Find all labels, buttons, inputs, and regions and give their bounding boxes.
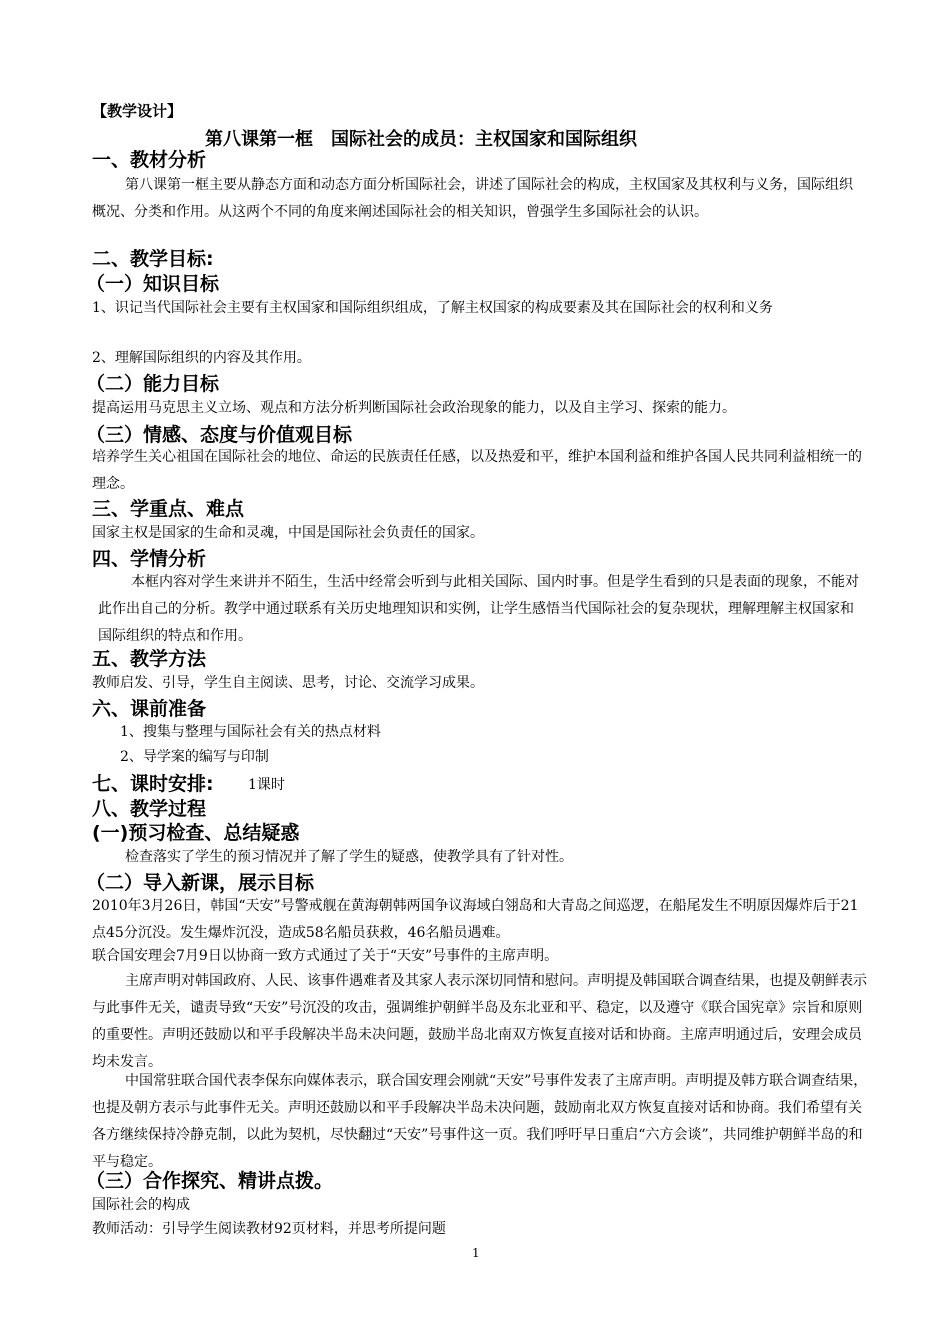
design-tag: 【教学设计】	[92, 102, 183, 120]
heading-preparation: 六、课前准备	[92, 698, 207, 720]
class-hours: 1课时	[248, 777, 285, 793]
intro-paragraph-4: 中国常驻联合国代表李保东向媒体表示，联合国安理会刚就“天安”号事件发表了主席声明。声明提及韩方联合调查结果，也提及朝方表示与此事件无关。声明还鼓励以和平手段解决半岛未决问题，鼓励南北双方恢复直接对话和协商。我们希望有关各方继续保持冷静克制，以此为契机，尽快翻过“天安”号事件这一页。我们呼吁早日重启“六方会谈”，共同维护朝鲜半岛的和平与稳定。	[92, 1073, 868, 1170]
key-points: 国家主权是国家的生命和灵魂，中国是国际社会负责任的国家。	[92, 525, 484, 541]
heading-teaching-method: 五、教学方法	[92, 648, 207, 670]
preparation-item-2: 2、导学案的编写与印制	[120, 749, 269, 765]
heading-analysis: 一、教材分析	[92, 149, 207, 171]
heading-cooperative-exploration: （三）合作探究、精讲点拨。	[86, 1170, 334, 1192]
intro-paragraph-3: 主席声明对韩国政府、人民、该事件遇难者及其家人表示深切同情和慰问。声明提及韩国联合调查结果，也提及朝鲜表示与此事件无关，谴责导致“天安”号沉没的攻击，强调维护朝鲜半岛及东北亚和平、稳定，以及遵守《联合国宪章》宗旨和原则的重要性。声明还鼓励以和平手段解决半岛未决问题，鼓励半岛北南双方恢复直接对话和协商。主席声明通过后，安理会成员均未发言。	[92, 973, 867, 1070]
heading-teaching-process: 八、教学过程	[92, 798, 207, 820]
intro-paragraph-2: 联合国安理会7月9日以协商一致方式通过了关于“天安”号事件的主席声明。	[92, 948, 559, 964]
heading-class-hours: 七、课时安排:	[92, 773, 214, 795]
heading-emotion-goals: （三）情感、态度与价值观目标	[86, 424, 353, 446]
intro-paragraph-1: 2010年3月26日，韩国“天安”号警戒舰在黄海朝韩两国争议海域白翎岛和大青岛之间巡逻，在船尾发生不明原因爆炸后于21点45分沉没。发生爆炸沉没，造成58名船员获救，46名船员遇难。	[92, 898, 859, 941]
heading-goals: 二、教学目标:	[92, 248, 214, 270]
heading-student-analysis: 四、学情分析	[92, 548, 207, 570]
paragraph-analysis: 第八课第一框主要从静态方面和动态方面分析国际社会，讲述了国际社会的构成，主权国家及其权利与义务，国际组织概况、分类和作用。从这两个不同的角度来阐述国际社会的相关知识，曾强学生多国际社会的认识。	[92, 177, 853, 220]
heading-knowledge-goals: （一）知识目标	[86, 273, 220, 295]
lesson-title: 第八课第一框 国际社会的成员：主权国家和国际组织	[205, 129, 637, 150]
ability-goal: 提高运用马克思主义立场、观点和方法分析判断国际社会政治现象的能力，以及自主学习、探索的能力。	[92, 400, 736, 416]
heading-preview: (一)预习检查、总结疑惑	[92, 822, 300, 844]
preview-text: 检查落实了学生的预习情况并了解了学生的疑惑，使教学具有了针对性。	[125, 849, 573, 865]
explore-line-2: 教师活动：引导学生阅读教材92页材料，并思考所提问题	[92, 1221, 446, 1237]
teaching-method: 教师启发、引导，学生自主阅读、思考，讨论、交流学习成果。	[92, 675, 484, 691]
heading-introduction: （二）导入新课，展示目标	[86, 872, 315, 894]
preparation-item-1: 1、搜集与整理与国际社会有关的热点材料	[120, 724, 381, 740]
heading-ability-goals: （二）能力目标	[86, 373, 220, 395]
knowledge-goal-1: 1、识记当代国际社会主要有主权国家和国际组织组成，了解主权国家的构成要素及其在国际社会的权利和义务	[92, 300, 773, 316]
student-analysis: 本框内容对学生来讲并不陌生，生活中经常会听到与此相关国际、国内时事。但是学生看到的只是表面的现象，不能对此作出自己的分析。教学中通过联系有关历史地理知识和实例，让学生感悟当代国际社会的复杂现状，理解理解主权国家和国际组织的特点和作用。	[98, 574, 859, 644]
emotion-goal: 培养学生关心祖国在国际社会的地位、命运的民族责任任感，以及热爱和平，维护本国利益和维护各国人民共同利益相统一的理念。	[92, 449, 862, 492]
explore-line-1: 国际社会的构成	[92, 1197, 190, 1213]
page-number: 1	[472, 1246, 480, 1260]
knowledge-goal-2: 2、理解国际组织的内容及其作用。	[92, 350, 311, 366]
heading-key-points: 三、学重点、难点	[92, 498, 245, 520]
